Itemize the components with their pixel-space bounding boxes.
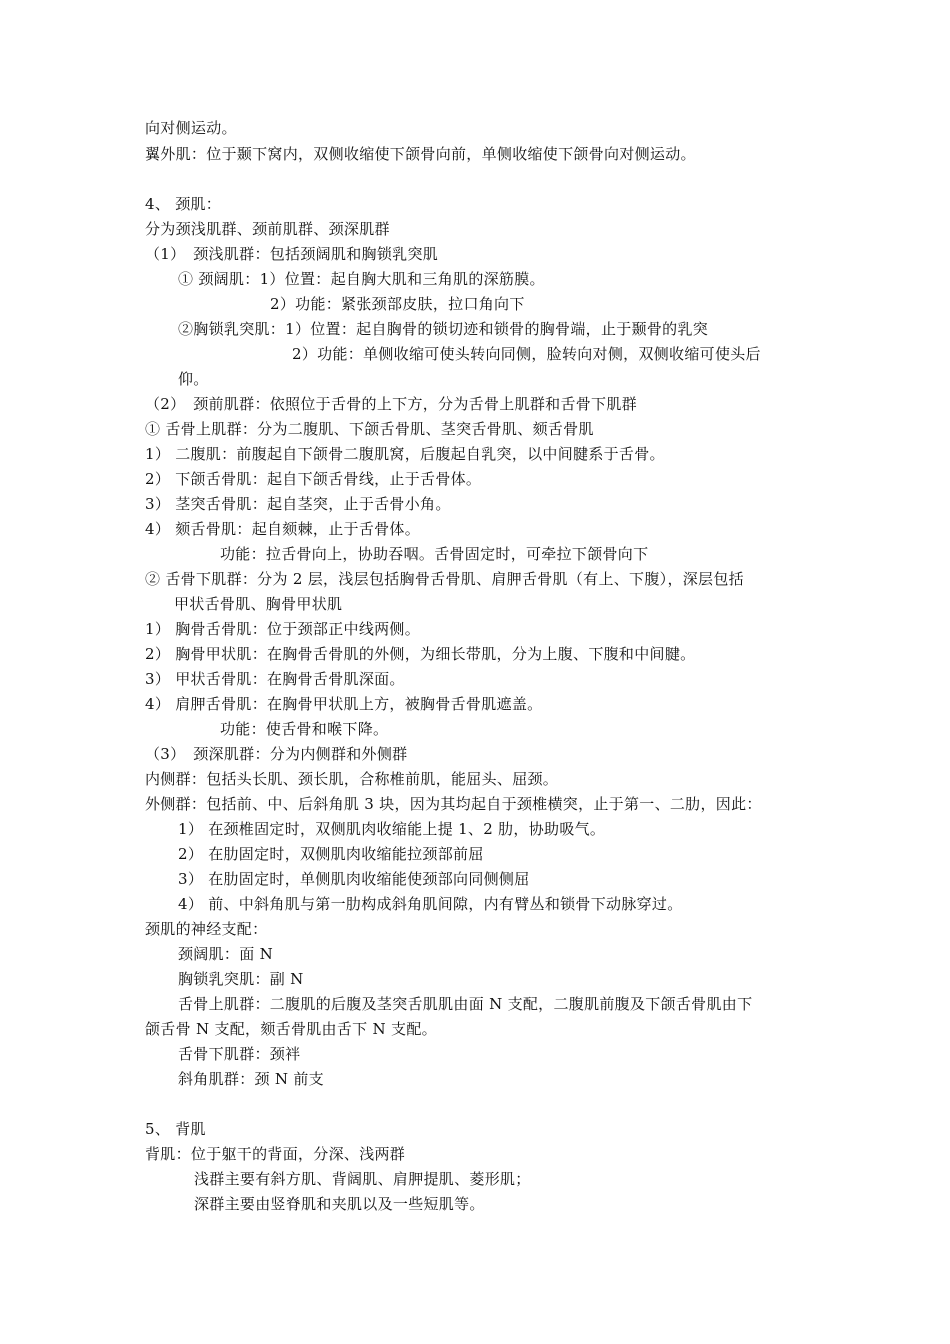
text-line: 向对侧运动。 [145, 119, 237, 137]
text-line: 颌舌骨 N 支配，颏舌骨肌由舌下 N 支配。 [145, 1020, 437, 1038]
text-line: 胸锁乳突肌：副 N [178, 970, 304, 988]
text-line: 4） 前、中斜角肌与第一肋构成斜角肌间隙，内有臂丛和锁骨下动脉穿过。 [178, 895, 683, 913]
subsection-heading: （1） 颈浅肌群：包括颈阔肌和胸锁乳突肌 [145, 245, 439, 263]
text-line: 2）功能：紧张颈部皮肤，拉口角向下 [270, 295, 525, 313]
text-line: 2） 胸骨甲状肌：在胸骨舌骨肌的外侧，为细长带肌，分为上腹、下腹和中间腱。 [145, 645, 696, 663]
text-line: 颈阔肌：面 N [178, 945, 273, 963]
text-line: 1） 在颈椎固定时，双侧肌肉收缩能上提 1、2 肋，协助吸气。 [178, 820, 606, 838]
text-line: 甲状舌骨肌、胸骨甲状肌 [174, 595, 343, 613]
text-line: 3） 甲状舌骨肌：在胸骨舌骨肌深面。 [145, 670, 405, 688]
text-line: 舌骨下肌群：颈袢 [178, 1045, 301, 1063]
section-heading: 5、 背肌 [145, 1120, 206, 1138]
text-line: 功能：拉舌骨向上，协助吞咽。舌骨固定时，可牵拉下颌骨向下 [220, 545, 649, 563]
text-line: 背肌：位于躯干的背面，分深、浅两群 [145, 1145, 406, 1163]
text-line: 3） 在肋固定时，单侧肌肉收缩能使颈部向同侧侧屈 [178, 870, 530, 888]
text-line: 舌骨上肌群：二腹肌的后腹及茎突舌肌肌由面 N 支配，二腹肌前腹及下颌舌骨肌由下 [178, 995, 753, 1013]
text-line: 1） 胸骨舌骨肌：位于颈部正中线两侧。 [145, 620, 421, 638]
subsection-heading: （2） 颈前肌群：依照位于舌骨的上下方，分为舌骨上肌群和舌骨下肌群 [145, 395, 637, 413]
text-line: 2）功能：单侧收缩可使头转向同侧，脸转向对侧，双侧收缩可使头后 [292, 345, 761, 363]
text-line: 分为颈浅肌群、颈前肌群、颈深肌群 [145, 220, 390, 238]
text-line: 外侧群：包括前、中、后斜角肌 3 块，因为其均起自于颈椎横突，止于第一、二肋，因此： [145, 795, 762, 813]
text-line: 4） 颏舌骨肌：起自颏棘，止于舌骨体。 [145, 520, 421, 538]
text-line: 1） 二腹肌：前腹起自下颌骨二腹肌窝，后腹起自乳突，以中间腱系于舌骨。 [145, 445, 665, 463]
text-line: 功能：使舌骨和喉下降。 [220, 720, 389, 738]
text-line: ① 颈阔肌：1）位置：起自胸大肌和三角肌的深筋膜。 [178, 270, 545, 288]
text-line: 颈肌的神经支配： [145, 920, 268, 938]
text-line: 斜角肌群：颈 N 前支 [178, 1070, 324, 1088]
text-line: 浅群主要有斜方肌、背阔肌、肩胛提肌、菱形肌； [194, 1170, 531, 1188]
text-line: 仰。 [178, 370, 209, 388]
text-line: ②胸锁乳突肌：1）位置：起自胸骨的锁切迹和锁骨的胸骨端，止于颞骨的乳突 [178, 320, 709, 338]
section-heading: 4、 颈肌： [145, 195, 222, 213]
text-line: 2） 下颌舌骨肌：起自下颌舌骨线，止于舌骨体。 [145, 470, 482, 488]
text-line: ② 舌骨下肌群：分为 2 层，浅层包括胸骨舌骨肌、肩胛舌骨肌（有上、下腹），深层包括 [145, 570, 744, 588]
text-line: 3） 茎突舌骨肌：起自茎突，止于舌骨小角。 [145, 495, 451, 513]
text-line: 2） 在肋固定时，双侧肌肉收缩能拉颈部前屈 [178, 845, 484, 863]
subsection-heading: （3） 颈深肌群：分为内侧群和外侧群 [145, 745, 408, 763]
text-line: 内侧群：包括头长肌、颈长肌，合称椎前肌，能屈头、屈颈。 [145, 770, 559, 788]
text-line: 4） 肩胛舌骨肌：在胸骨甲状肌上方，被胸骨舌骨肌遮盖。 [145, 695, 543, 713]
text-line: 翼外肌：位于颞下窝内，双侧收缩使下颌骨向前，单侧收缩使下颌骨向对侧运动。 [145, 145, 696, 163]
text-line: ① 舌骨上肌群：分为二腹肌、下颌舌骨肌、茎突舌骨肌、颏舌骨肌 [145, 420, 594, 438]
text-line: 深群主要由竖脊肌和夹肌以及一些短肌等。 [194, 1195, 485, 1213]
